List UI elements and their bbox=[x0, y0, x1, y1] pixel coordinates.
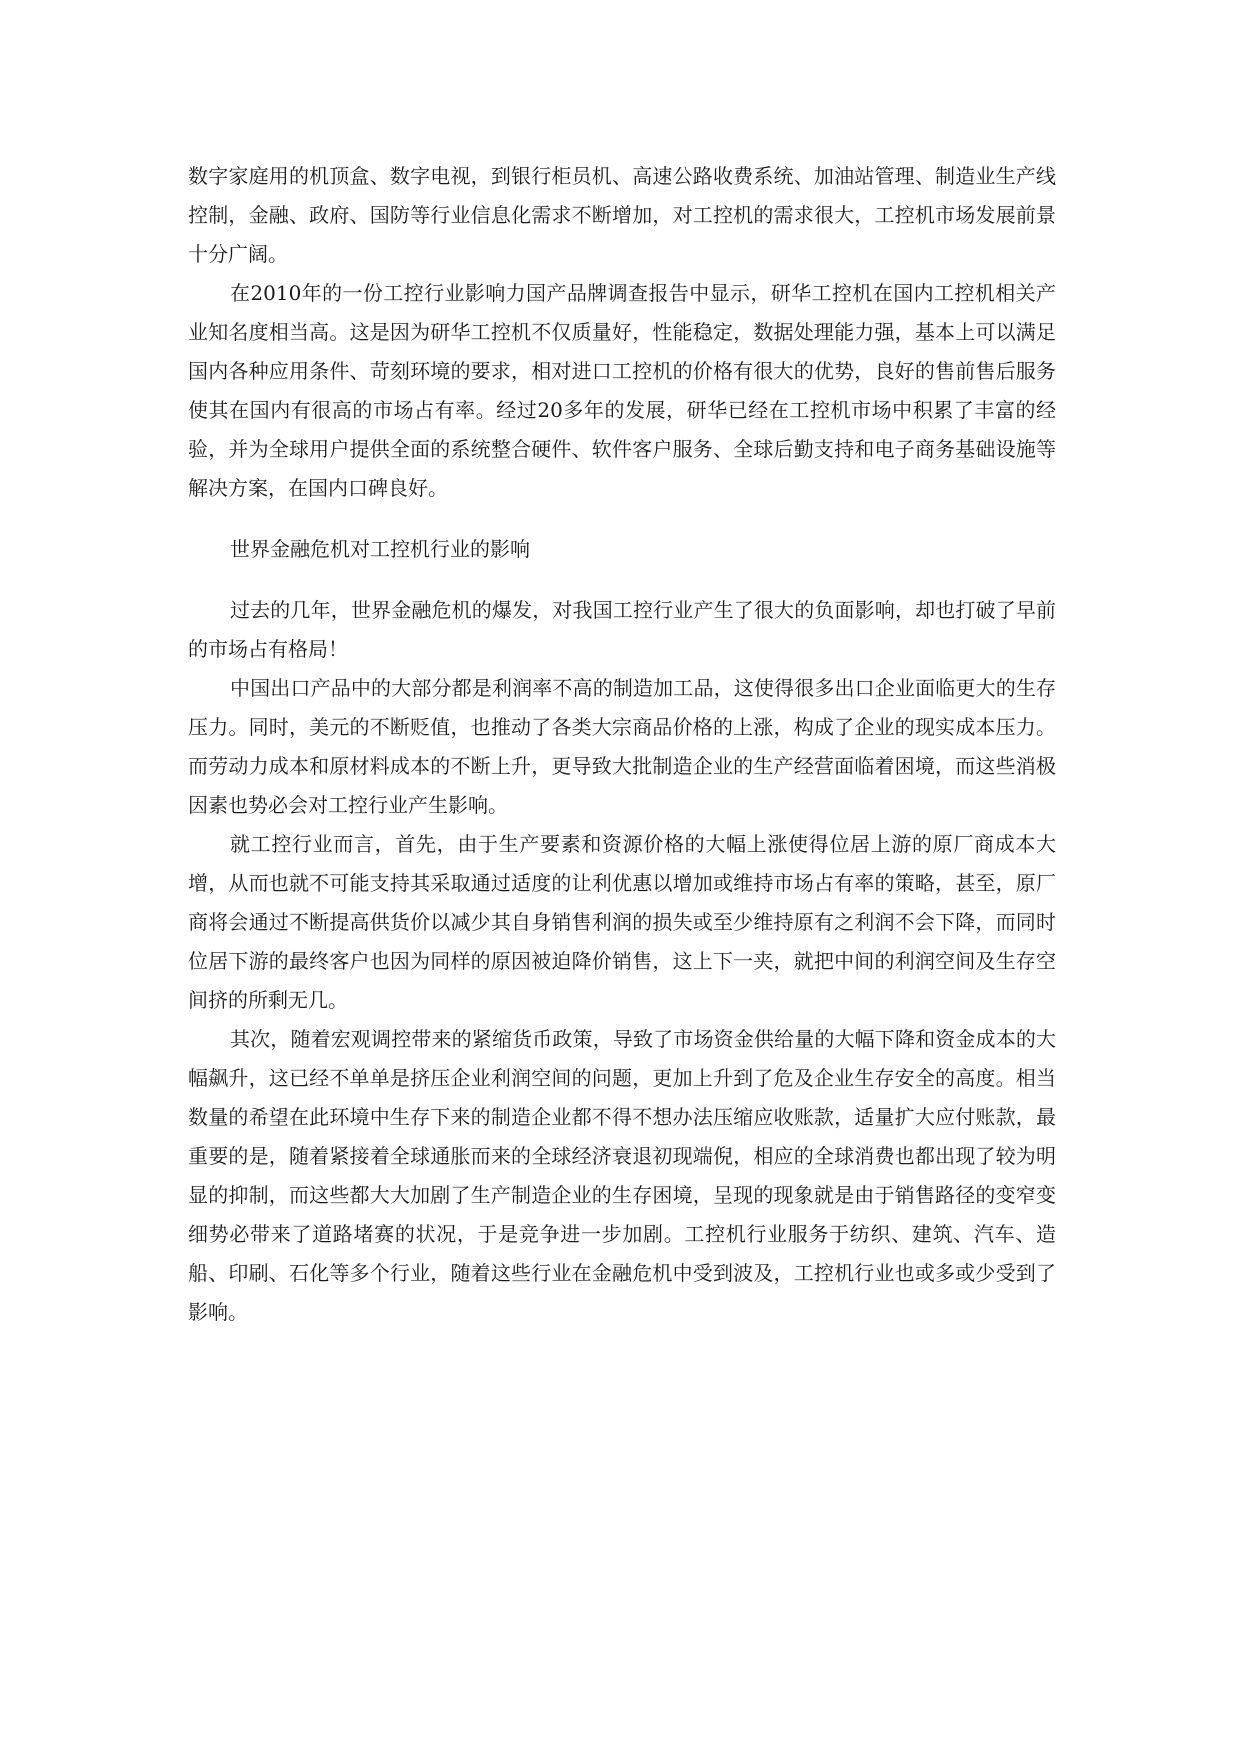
paragraph-intro-continued: 数字家庭用的机顶盒、数字电视，到银行柜员机、高速公路收费系统、加油站管理、制造业生产线控制，金融、政府、国防等行业信息化需求不断增加，对工控机的需求很大，工控机市场发展前景十分广阔。 bbox=[188, 164, 1056, 266]
paragraph-industry-second: 其次，随着宏观调控带来的紧缩货币政策，导致了市场资金供给量的大幅下降和资金成本的大幅飙升，这已经不单单是挤压企业利润空间的问题，更加上升到了危及企业生存安全的高度。相当数量的希望在此环境中生存下来的制造企业都不得不想办法压缩应收账款，适量扩大应付账款，最重要的是，随着紧接着全球通胀而来的全球经济衰退初现端倪，相应的全球消费也都出现了较为明显的抑制，而这些都大大加剧了生产制造企业的生存困境，呈现的现象就是由于销售路径的变窄变细势必带来了道路堵赛的状况，于是竞争进一步加剧。工控机行业服务于纺织、建筑、汽车、造船、印刷、石化等多个行业，随着这些行业在金融危机中受到波及，工控机行业也或多或少受到了影响。 bbox=[188, 1027, 1056, 1324]
section-heading-financial-crisis: 世界金融危机对工控机行业的影响 bbox=[230, 537, 530, 561]
paragraph-industry-first: 就工控行业而言，首先，由于生产要素和资源价格的大幅上涨使得位居上游的原厂商成本大增，从而也就不可能支持其采取通过适度的让利优惠以增加或维持市场占有率的策略，甚至，原厂商将会通过不断提高供货价以减少其自身销售利润的损失或至少维持原有之利润不会下降，而同时位居下游的最终客户也因为同样的原因被迫降价销售，这上下一夹，就把中间的利润空间及生存空间挤的所剩无几。 bbox=[188, 832, 1056, 1012]
document-body bbox=[188, 157, 1056, 1332]
paragraph-brand-survey: 在2010年的一份工控行业影响力国产品牌调查报告中显示，研华工控机在国内工控机相关产业知名度相当高。这是因为研华工控机不仅质量好，性能稳定，数据处理能力强，基本上可以满足国内各种应用条件、苛刻环境的要求，相对进口工控机的价格有很大的优势，良好的售前售后服务使其在国内有很高的市场占有率。经过20多年的发展，研华已经在工控机市场中积累了丰富的经验，并为全球用户提供全面的系统整合硬件、软件客户服务、全球后勤支持和电子商务基础设施等解决方案，在国内口碑良好。 bbox=[188, 281, 1056, 500]
paragraph-export-pressure: 中国出口产品中的大部分都是利润率不高的制造加工品，这使得很多出口企业面临更大的生存压力。同时，美元的不断贬值，也推动了各类大宗商品价格的上涨，构成了企业的现实成本压力。而劳动力成本和原材料成本的不断上升，更导致大批制造企业的生产经营面临着困境，而这些消极因素也势必会对工控行业产生影响。 bbox=[188, 676, 1056, 817]
paragraph-crisis-impact: 过去的几年，世界金融危机的爆发，对我国工控行业产生了很大的负面影响，却也打破了早前的市场占有格局！ bbox=[188, 598, 1056, 661]
